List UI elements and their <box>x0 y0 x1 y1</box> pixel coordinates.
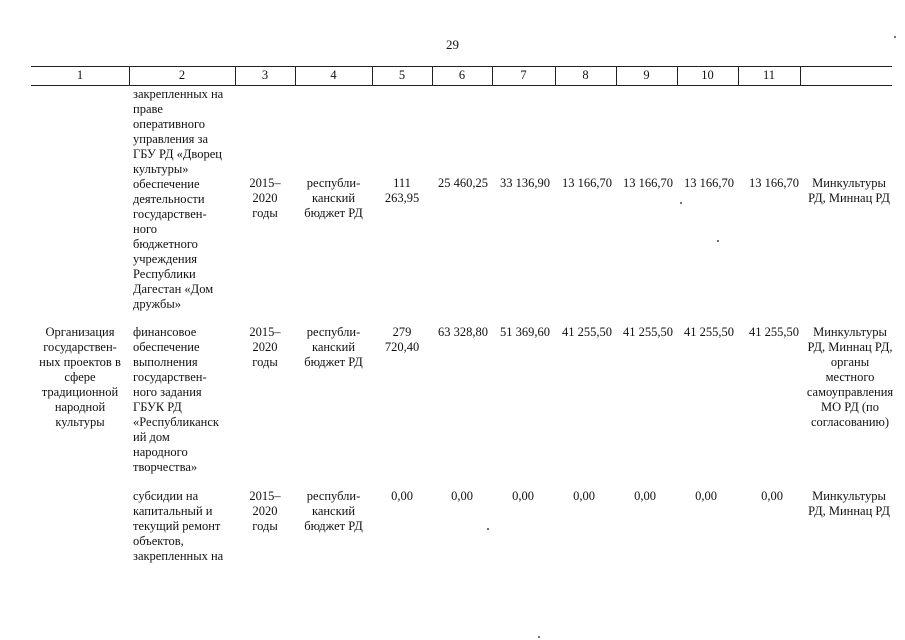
scan-speck <box>680 202 682 204</box>
text-line: деятельности <box>133 192 205 206</box>
header-col-11: 11 <box>762 68 776 82</box>
text-line: ий дом <box>133 430 170 444</box>
header-col-9: 9 <box>643 68 650 82</box>
text-line: МО РД (по <box>820 400 880 414</box>
text-line: обеспечение <box>133 340 200 354</box>
table-row-1-activity <box>31 325 129 430</box>
text-line: «Республиканск <box>133 415 219 429</box>
text-line: Минкультуры <box>812 176 886 190</box>
table-header-bottom-rule <box>31 85 892 86</box>
text-line: республи- <box>306 176 361 190</box>
table-row-0-total <box>372 176 432 206</box>
text-line: 2020 <box>252 191 278 205</box>
scan-speck <box>538 636 540 638</box>
text-line: согласованию) <box>810 415 890 429</box>
text-line: управления за <box>133 132 208 146</box>
text-line: культуры <box>55 415 105 429</box>
text-line: РД, Миннац РД, <box>807 340 893 354</box>
text-line: Республики <box>133 267 196 281</box>
text-line: 111 <box>393 176 411 190</box>
table-row-1-2019: 41 255,50 <box>684 325 734 339</box>
text-line: дружбы» <box>133 297 182 311</box>
text-line: органы <box>830 355 870 369</box>
table-row-2-executor <box>800 489 898 519</box>
text-line: капитальный и <box>133 504 213 518</box>
table-row-2-2020: 0,00 <box>761 489 783 503</box>
text-line: Дагестан «Дом <box>133 282 214 296</box>
table-row-2-2018: 0,00 <box>634 489 656 503</box>
text-line: бюджетного <box>133 237 198 251</box>
text-line: 263,95 <box>384 191 420 205</box>
table-row-2-period <box>235 489 295 534</box>
header-col-2: 2 <box>178 68 186 82</box>
text-line: РД, Миннац РД <box>808 504 890 518</box>
table-row-0-description <box>133 87 235 312</box>
table-row-1-executor <box>800 325 900 430</box>
text-line: ГБУ РД «Дворец <box>133 147 222 161</box>
scan-speck <box>894 36 896 38</box>
text-line: субсидии на <box>133 489 199 503</box>
table-row-2-2016: 0,00 <box>512 489 534 503</box>
table-row-2-source <box>295 489 372 534</box>
text-line: Минкультуры <box>813 325 887 339</box>
scan-speck <box>717 240 719 242</box>
col-separator <box>800 66 801 85</box>
text-line: закрепленных на <box>133 87 224 101</box>
text-line: обеспечение <box>133 177 200 191</box>
text-line: учреждения <box>133 252 198 266</box>
text-line: годы <box>252 355 278 369</box>
text-line: канский <box>311 191 356 205</box>
text-line: канский <box>311 340 356 354</box>
text-line: бюджет РД <box>304 206 363 220</box>
table-row-0-period <box>235 176 295 221</box>
table-row-0-2019: 13 166,70 <box>684 176 734 190</box>
text-line: праве <box>133 102 163 116</box>
header-col-7: 7 <box>520 68 527 82</box>
text-line: 2020 <box>252 504 278 518</box>
table-row-0-2016: 33 136,90 <box>500 176 550 190</box>
table-row-0-2020: 13 166,70 <box>749 176 799 190</box>
table-row-2-description <box>133 489 235 564</box>
header-col-3: 3 <box>261 68 269 82</box>
text-line: объектов, <box>133 534 184 548</box>
text-line: 2015– <box>249 325 281 339</box>
text-line: культуры» <box>133 162 189 176</box>
table-row-2-total <box>372 489 432 504</box>
text-line: традиционной <box>41 385 119 399</box>
table-row-0-2017: 13 166,70 <box>562 176 612 190</box>
text-line: 0,00 <box>391 489 413 503</box>
text-line: 2015– <box>249 176 281 190</box>
table-row-0-2015: 25 460,25 <box>438 176 488 190</box>
header-col-8: 8 <box>582 68 589 82</box>
header-col-5: 5 <box>398 68 406 82</box>
table-row-0-executor <box>800 176 898 206</box>
text-line: государствен- <box>133 370 207 384</box>
text-line: ГБУК РД <box>133 400 182 414</box>
table-row-2-2015: 0,00 <box>451 489 473 503</box>
table-row-2-2019: 0,00 <box>695 489 717 503</box>
text-line: местного <box>825 370 875 384</box>
text-line: текущий ремонт <box>133 519 221 533</box>
text-line: народной <box>54 400 106 414</box>
header-col-6: 6 <box>458 68 466 82</box>
text-line: 279 <box>392 325 412 339</box>
text-line: годы <box>252 206 278 220</box>
text-line: Минкультуры <box>812 489 886 503</box>
table-row-0-2018: 13 166,70 <box>623 176 673 190</box>
table-row-1-period <box>235 325 295 370</box>
table-row-0-source <box>295 176 372 221</box>
page-number: 29 <box>446 37 459 52</box>
table-row-1-source <box>295 325 372 370</box>
header-col-10: 10 <box>701 68 714 82</box>
text-line: республи- <box>306 325 361 339</box>
text-line: ных проектов в <box>39 355 121 369</box>
header-col-4: 4 <box>330 68 337 82</box>
table-row-1-total <box>372 325 432 355</box>
text-line: 2015– <box>249 489 281 503</box>
text-line: закрепленных на <box>133 549 224 563</box>
text-line: самоуправления <box>806 385 894 399</box>
table-row-2-2017: 0,00 <box>573 489 595 503</box>
text-line: канский <box>311 504 356 518</box>
text-line: выполнения <box>133 355 198 369</box>
table-top-rule <box>31 66 892 67</box>
table-row-1-2018: 41 255,50 <box>623 325 673 339</box>
text-line: народного <box>133 445 188 459</box>
text-line: годы <box>252 519 278 533</box>
text-line: сфере <box>64 370 96 384</box>
table-row-1-description <box>133 325 235 475</box>
text-line: РД, Миннац РД <box>808 191 890 205</box>
text-line: финансовое <box>133 325 197 339</box>
text-line: ного <box>133 222 158 236</box>
text-line: республи- <box>306 489 361 503</box>
text-line: бюджет РД <box>304 519 363 533</box>
table-row-1-2017: 41 255,50 <box>562 325 612 339</box>
table-row-1-2015: 63 328,80 <box>438 325 488 339</box>
scan-speck <box>487 528 489 530</box>
table-row-1-2016: 51 369,60 <box>500 325 550 339</box>
text-line: творчества» <box>133 460 198 474</box>
table-row-1-2020: 41 255,50 <box>749 325 799 339</box>
header-col-1: 1 <box>76 68 84 82</box>
text-line: ного задания <box>133 385 202 399</box>
text-line: 720,40 <box>384 340 420 354</box>
text-line: государствен- <box>43 340 117 354</box>
text-line: бюджет РД <box>304 355 363 369</box>
text-line: оперативного <box>133 117 206 131</box>
text-line: Организация <box>45 325 115 339</box>
text-line: государствен- <box>133 207 207 221</box>
text-line: 2020 <box>252 340 278 354</box>
